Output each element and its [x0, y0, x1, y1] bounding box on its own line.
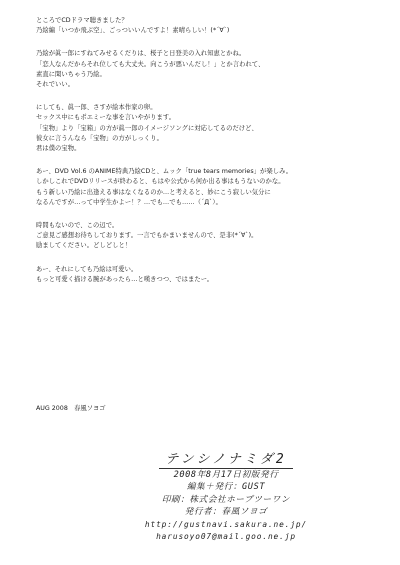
paragraph-cd-drama — [36, 16, 376, 36]
text-line: もっと可愛く描ける腕があったら…と嘆きつつ、ではまたー。 — [36, 275, 214, 283]
text-line: あー、それにしても乃絵は可愛い。 — [36, 265, 138, 273]
signature-line: AUG 2008 春風ソヨゴ — [36, 405, 106, 412]
text-line: セックス中にもポエミーな事を言いやがります。 — [36, 114, 176, 122]
text-line: 乃絵が眞一郎にすねてみせるくだりは、桜子と日登美の入れ知恵とかね。 — [36, 50, 246, 58]
text-line: 「宝物」より「宝箱」の方が眞一郎のイメージソングに対応してるのだけど、 — [36, 124, 258, 132]
publish-date: 2008年8月17日初版発行 — [173, 470, 279, 480]
email-address: harusoyo07@mail.goo.ne.jp — [156, 532, 296, 542]
text-line: ご意見ご感想お待ちしております。一言でもかまいませんので、是非(*´∀`)。 — [36, 232, 258, 240]
afterword-text — [36, 16, 376, 298]
text-line: 乃絵編「いつか飛ぶ空」、ごっついいんですよ！素晴らしい！(*´∀`) — [36, 27, 230, 35]
printer-credit: 印刷：株式会社ホープツーワン — [161, 494, 291, 505]
book-title: テンシノナミダ2 — [159, 452, 292, 469]
paragraph-noe-scene — [36, 49, 376, 90]
text-line: 励ましてください。どしどしと！ — [36, 242, 132, 250]
text-line: 「恋人なんだからそれ位しても大丈夫。向こうが悪いんだし！」とか言われて、 — [36, 60, 265, 68]
text-line: 君は僕の宝物。 — [36, 145, 81, 153]
text-line: 素直に聞いちゃう乃絵。 — [36, 70, 106, 78]
text-line: しかしこれでDVDリリースが終わると、もはや公式から何か出る事はもうないのかな。 — [36, 178, 285, 186]
text-line: それでいい。 — [36, 81, 75, 89]
text-line: あー、DVD Vol.6 のANIME特典乃絵CDと、ムック「true tears memories」が楽しみ。 — [36, 168, 293, 176]
paragraph-shinichiro — [36, 103, 376, 154]
colophon-block — [116, 448, 336, 543]
text-line: ところでCDドラマ聴きました？ — [36, 17, 128, 24]
text-line: にしても、眞一郎、さすが絵本作家の卵。 — [36, 104, 157, 112]
paragraph-closing — [36, 265, 376, 285]
text-line: もう新しい乃絵に出逢える事はなくなるのか…と考えると、妙にこう寂しい気分に — [36, 188, 271, 196]
text-line: なるんですが…って中学生かよー！？…でも…でも……（´Д`）。 — [36, 198, 222, 206]
text-line: 彼女に言うんなら「宝物」の方がしっくり。 — [36, 134, 163, 142]
text-line: 時間もないので、この辺で。 — [36, 222, 119, 230]
publisher-credit: 発行者：春風ソヨゴ — [184, 507, 268, 518]
editor-credit: 編集＋発行：GUST — [186, 482, 266, 493]
paragraph-dvd — [36, 167, 376, 208]
paragraph-feedback — [36, 221, 376, 252]
website-url: http://gustnavi.sakura.ne.jp/ — [144, 519, 308, 529]
